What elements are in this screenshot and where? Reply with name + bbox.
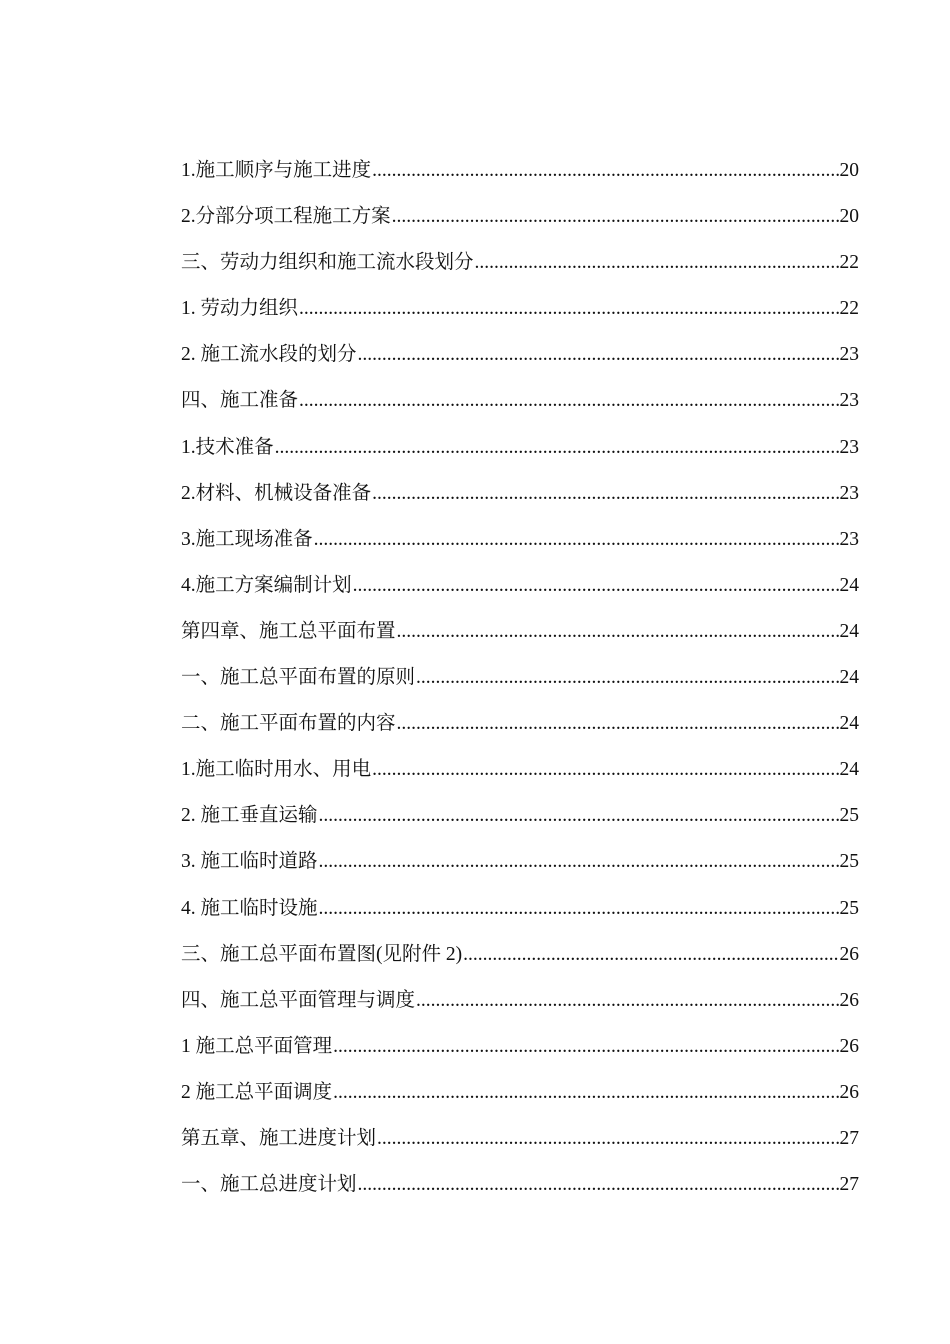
toc-dot-leader bbox=[333, 1070, 838, 1116]
toc-entry[interactable] bbox=[181, 1070, 859, 1116]
toc-entry-title: 1 施工总平面管理 bbox=[181, 1035, 333, 1057]
toc-dot-leader bbox=[397, 609, 839, 655]
toc-entry[interactable] bbox=[181, 425, 859, 471]
toc-entry[interactable] bbox=[181, 286, 859, 332]
toc-dot-leader bbox=[463, 932, 838, 978]
toc-entry[interactable] bbox=[181, 1162, 859, 1208]
toc-entry-page: 23 bbox=[839, 482, 859, 504]
toc-entry-title: 第五章、施工进度计划 bbox=[181, 1127, 377, 1149]
toc-entry-title: 三、施工总平面布置图(见附件 2) bbox=[181, 943, 463, 965]
toc-entry[interactable] bbox=[181, 517, 859, 563]
toc-dot-leader bbox=[372, 747, 838, 793]
toc-entry[interactable] bbox=[181, 932, 859, 978]
toc-dot-leader bbox=[397, 701, 839, 747]
toc-entry-page: 22 bbox=[839, 298, 859, 320]
toc-dot-leader bbox=[275, 425, 839, 471]
toc-dot-leader bbox=[333, 1024, 838, 1070]
toc-entry[interactable] bbox=[181, 240, 859, 286]
toc-entry[interactable] bbox=[181, 609, 859, 655]
toc-entry-page: 20 bbox=[839, 206, 859, 228]
toc-dot-leader bbox=[416, 978, 838, 1024]
toc-entry[interactable] bbox=[181, 655, 859, 701]
toc-entry-page: 23 bbox=[839, 344, 859, 366]
toc-entry-page: 24 bbox=[839, 759, 859, 781]
toc-entry-page: 24 bbox=[839, 620, 859, 642]
toc-entry[interactable] bbox=[181, 563, 859, 609]
toc-entry-page: 24 bbox=[839, 667, 859, 689]
toc-entry-page: 24 bbox=[839, 574, 859, 596]
toc-entry-page: 26 bbox=[839, 943, 859, 965]
toc-entry-title: 4. 施工临时设施 bbox=[181, 897, 318, 919]
toc-entry[interactable] bbox=[181, 1116, 859, 1162]
toc-entry-title: 2.材料、机械设备准备 bbox=[181, 482, 372, 504]
toc-dot-leader bbox=[319, 793, 839, 839]
toc-dot-leader bbox=[314, 517, 839, 563]
toc-entry-title: 第四章、施工总平面布置 bbox=[181, 620, 396, 642]
toc-entry-title: 1.施工顺序与施工进度 bbox=[181, 160, 372, 181]
toc-dot-leader bbox=[299, 378, 838, 424]
toc-dot-leader bbox=[319, 839, 839, 885]
toc-dot-leader bbox=[392, 194, 839, 240]
toc-entry-page: 23 bbox=[839, 390, 859, 412]
toc-entry-page: 25 bbox=[839, 851, 859, 873]
table-of-contents bbox=[181, 148, 859, 1208]
toc-entry-page: 26 bbox=[839, 989, 859, 1011]
toc-entry[interactable] bbox=[181, 194, 859, 240]
toc-entry[interactable] bbox=[181, 332, 859, 378]
toc-entry-page: 22 bbox=[839, 252, 859, 274]
toc-entry-title: 一、施工总进度计划 bbox=[181, 1174, 357, 1196]
toc-entry[interactable] bbox=[181, 886, 859, 932]
toc-entry[interactable] bbox=[181, 471, 859, 517]
toc-entry[interactable] bbox=[181, 839, 859, 885]
toc-entry-title: 2.分部分项工程施工方案 bbox=[181, 206, 391, 228]
toc-entry-page: 26 bbox=[839, 1081, 859, 1103]
toc-entry[interactable] bbox=[181, 747, 859, 793]
toc-entry[interactable] bbox=[181, 378, 859, 424]
toc-dot-leader bbox=[372, 471, 838, 517]
toc-entry-page: 27 bbox=[839, 1127, 859, 1149]
toc-entry[interactable] bbox=[181, 793, 859, 839]
toc-dot-leader bbox=[416, 655, 838, 701]
toc-entry-title: 3. 施工临时道路 bbox=[181, 851, 318, 873]
toc-entry-page: 23 bbox=[839, 436, 859, 458]
toc-entry-page: 25 bbox=[839, 897, 859, 919]
toc-entry[interactable] bbox=[181, 1024, 859, 1070]
toc-entry[interactable] bbox=[181, 148, 859, 194]
toc-dot-leader bbox=[353, 563, 839, 609]
toc-entry-title: 四、施工总平面管理与调度 bbox=[181, 989, 416, 1011]
toc-entry-page: 20 bbox=[839, 160, 859, 181]
toc-entry-title: 四、施工准备 bbox=[181, 390, 299, 412]
toc-entry-title: 2. 施工垂直运输 bbox=[181, 805, 318, 827]
toc-entry-title: 三、劳动力组织和施工流水段划分 bbox=[181, 252, 474, 274]
toc-entry-title: 一、施工总平面布置的原则 bbox=[181, 667, 416, 689]
toc-entry-title: 2. 施工流水段的划分 bbox=[181, 344, 357, 366]
toc-dot-leader bbox=[358, 332, 839, 378]
toc-entry-page: 24 bbox=[839, 713, 859, 735]
toc-dot-leader bbox=[358, 1162, 839, 1208]
toc-entry-title: 二、施工平面布置的内容 bbox=[181, 713, 396, 735]
toc-dot-leader bbox=[299, 286, 838, 332]
toc-entry-title: 2 施工总平面调度 bbox=[181, 1081, 333, 1103]
toc-entry-page: 26 bbox=[839, 1035, 859, 1057]
toc-dot-leader bbox=[475, 240, 839, 286]
toc-entry-title: 3.施工现场准备 bbox=[181, 528, 313, 550]
toc-entry-title: 1.技术准备 bbox=[181, 436, 274, 458]
toc-entry[interactable] bbox=[181, 701, 859, 747]
toc-dot-leader bbox=[372, 148, 838, 194]
toc-entry-page: 23 bbox=[839, 528, 859, 550]
toc-entry-title: 1. 劳动力组织 bbox=[181, 298, 299, 320]
toc-entry-page: 27 bbox=[839, 1174, 859, 1196]
toc-dot-leader bbox=[377, 1116, 838, 1162]
toc-entry-title: 4.施工方案编制计划 bbox=[181, 574, 352, 596]
toc-dot-leader bbox=[319, 886, 839, 932]
toc-entry[interactable] bbox=[181, 978, 859, 1024]
toc-entry-title: 1.施工临时用水、用电 bbox=[181, 759, 372, 781]
toc-entry-page: 25 bbox=[839, 805, 859, 827]
